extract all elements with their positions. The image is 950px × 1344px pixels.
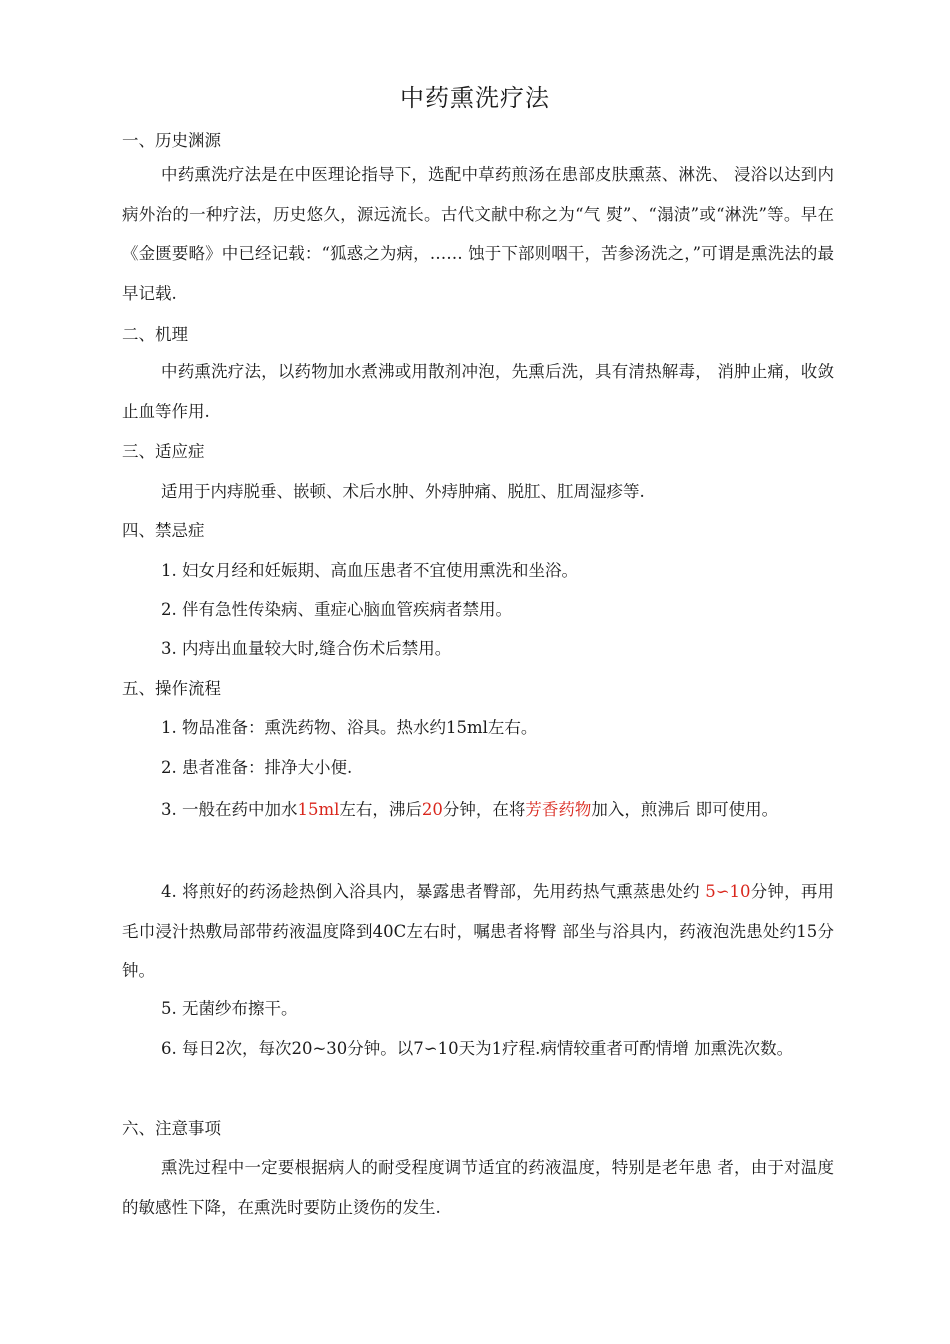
section-heading-procedure: 五、操作流程 [122,679,221,698]
document-title: 中药熏洗疗法 [400,84,550,112]
section-heading-history: 一、历史渊源 [122,131,221,150]
mechanism-paragraph: 中药熏洗疗法，以药物加水煮沸或用散剂冲泡，先熏后洗，具有清热解毒， 消肿止痛，收敛止血等作用. [122,362,834,421]
section-heading-contraindications: 四、禁忌症 [122,521,205,540]
step3-text: 左右，沸后 [339,800,422,819]
procedure-step-3 [122,790,834,830]
section-heading-mechanism: 二、机理 [122,325,188,344]
precautions-paragraph: 熏洗过程中一定要根据病人的耐受程度调节适宜的药液温度，特别是老年患 者，由于对温度的敏感性下降，在熏洗时要防止烫伤的发生. [122,1158,834,1217]
procedure-step: 2. 患者准备：排净大小便. [161,758,353,777]
section-heading-indications: 三、适应症 [122,442,205,461]
indications-text: 适用于内痔脱垂、嵌顿、术后水肿、外痔肿痛、脱肛、肛周湿疹等. [161,482,645,501]
highlight-fumigation-minutes: 5∽10 [705,882,751,901]
step4-text: 分钟，再用毛巾浸汁热敷局部带药液温度降到40C左右时，嘱患者将臀 部坐与浴具内，药液泡洗患处约15分钟。 [122,882,835,980]
procedure-step-4 [122,872,834,991]
section-heading-precautions: 六、注意事项 [122,1119,221,1138]
step3-text: 3. 一般在药中加水 [161,800,298,819]
step3-text: 分钟，在将 [442,800,526,819]
highlight-water-volume: 15ml [297,800,340,819]
contraindication-item: 1. 妇女月经和妊娠期、高血压患者不宜使用熏洗和坐浴。 [161,561,578,580]
step4-text: 4. 将煎好的药汤趁热倒入浴具内，暴露患者臀部，先用药热气熏蒸患处约 [161,882,706,901]
history-paragraph: 中药熏洗疗法是在中医理论指导下，选配中草药煎汤在患部皮肤熏蒸、淋洗、 浸浴以达到内病外治的一种疗法，历史悠久，源远流长。古代文献中称之为“气 熨”、“溻渍”或“淋洗”等。早在《金匮要略》中已经记载：“狐惑之为病，…… 蚀于下部则咽干，苦参汤洗之，”可谓是熏洗法的最早记载. [122,165,834,303]
highlight-boil-minutes: 20 [421,800,443,819]
contraindication-item: 2. 伴有急性传染病、重症心脑血管疾病者禁用。 [161,600,512,619]
procedure-step-6: 6. 每日2次，每次20~30分钟。以7∽10天为1疗程.病情较重者可酌情增 加熏洗次数。 [161,1039,794,1058]
procedure-step: 1. 物品准备：熏洗药物、浴具。热水约15ml左右。 [161,718,538,737]
contraindication-item: 3. 内痔出血量较大时,缝合伤术后禁用。 [161,639,452,658]
procedure-step-5: 5. 无菌纱布擦干。 [161,999,298,1018]
highlight-aromatic-herbs: 芳香药物 [525,800,592,819]
step3-text: 加入，煎沸后 即可使用。 [591,800,779,819]
